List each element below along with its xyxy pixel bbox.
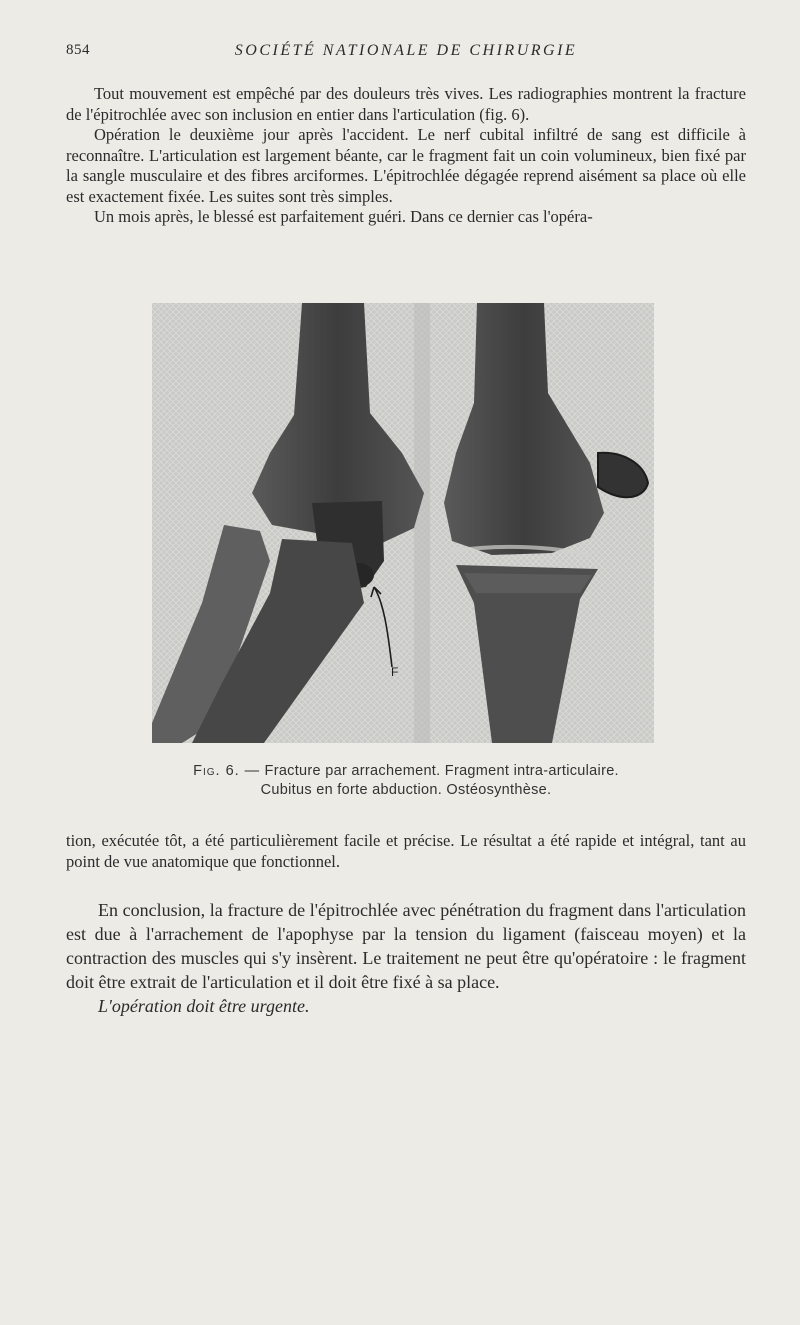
conclusion-text bbox=[66, 898, 746, 1018]
caption-label: Fig. 6. — bbox=[193, 763, 261, 779]
body-text-top bbox=[66, 84, 746, 228]
paragraph: Opération le deuxième jour après l'accident. Le nerf cubital infiltré de sang est difficile à reconnaître. L'articulation est largement béante, car le fragment fait un coin volumineux, bien fixé par la sangle musculaire et des fibres arciformes. L'épitrochlée dégagée reprend aisément sa place où elle est exactement fixée. Les suites sont très simples. bbox=[66, 125, 746, 206]
page-header bbox=[66, 42, 746, 64]
xray-figure bbox=[152, 303, 654, 743]
paragraph: En conclusion, la fracture de l'épitrochlée avec pénétration du fragment dans l'articulation est due à l'arrachement de l'apophyse par la tension du ligament (faisceau moyen) et la contraction des muscles qui s'y insèrent. Le traitement ne peut être qu'opératoire : le fragment doit être extrait de l'articulation et il doit être fixé à sa place. bbox=[66, 900, 746, 992]
fragment-marker-label: F bbox=[391, 665, 399, 679]
paragraph: tion, exécutée tôt, a été particulièrement facile et précise. Le résultat a été rapide et intégral, tant au point de vue anatomique que fonctionnel. bbox=[66, 831, 746, 871]
body-text-mid bbox=[66, 831, 746, 872]
running-title: SOCIÉTÉ NATIONALE DE CHIRURGIE bbox=[234, 42, 578, 59]
caption-line-1 bbox=[66, 762, 746, 781]
caption-text: Fracture par arrachement. Fragment intra-articulaire. bbox=[264, 763, 619, 779]
paragraph: Un mois après, le blessé est parfaitement guéri. Dans ce dernier cas l'opéra- bbox=[94, 207, 593, 226]
caption-line-2: Cubitus en forte abduction. Ostéosynthèse. bbox=[260, 782, 552, 798]
page-number: 854 bbox=[66, 42, 90, 58]
paragraph: Tout mouvement est empêché par des douleurs très vives. Les radiographies montrent la fracture de l'épitrochlée avec son inclusion en entier dans l'articulation (fig. 6). bbox=[66, 84, 746, 124]
paragraph-italic: L'opération doit être urgente. bbox=[98, 996, 310, 1016]
xray-image bbox=[152, 303, 654, 743]
figure-caption bbox=[66, 762, 746, 800]
